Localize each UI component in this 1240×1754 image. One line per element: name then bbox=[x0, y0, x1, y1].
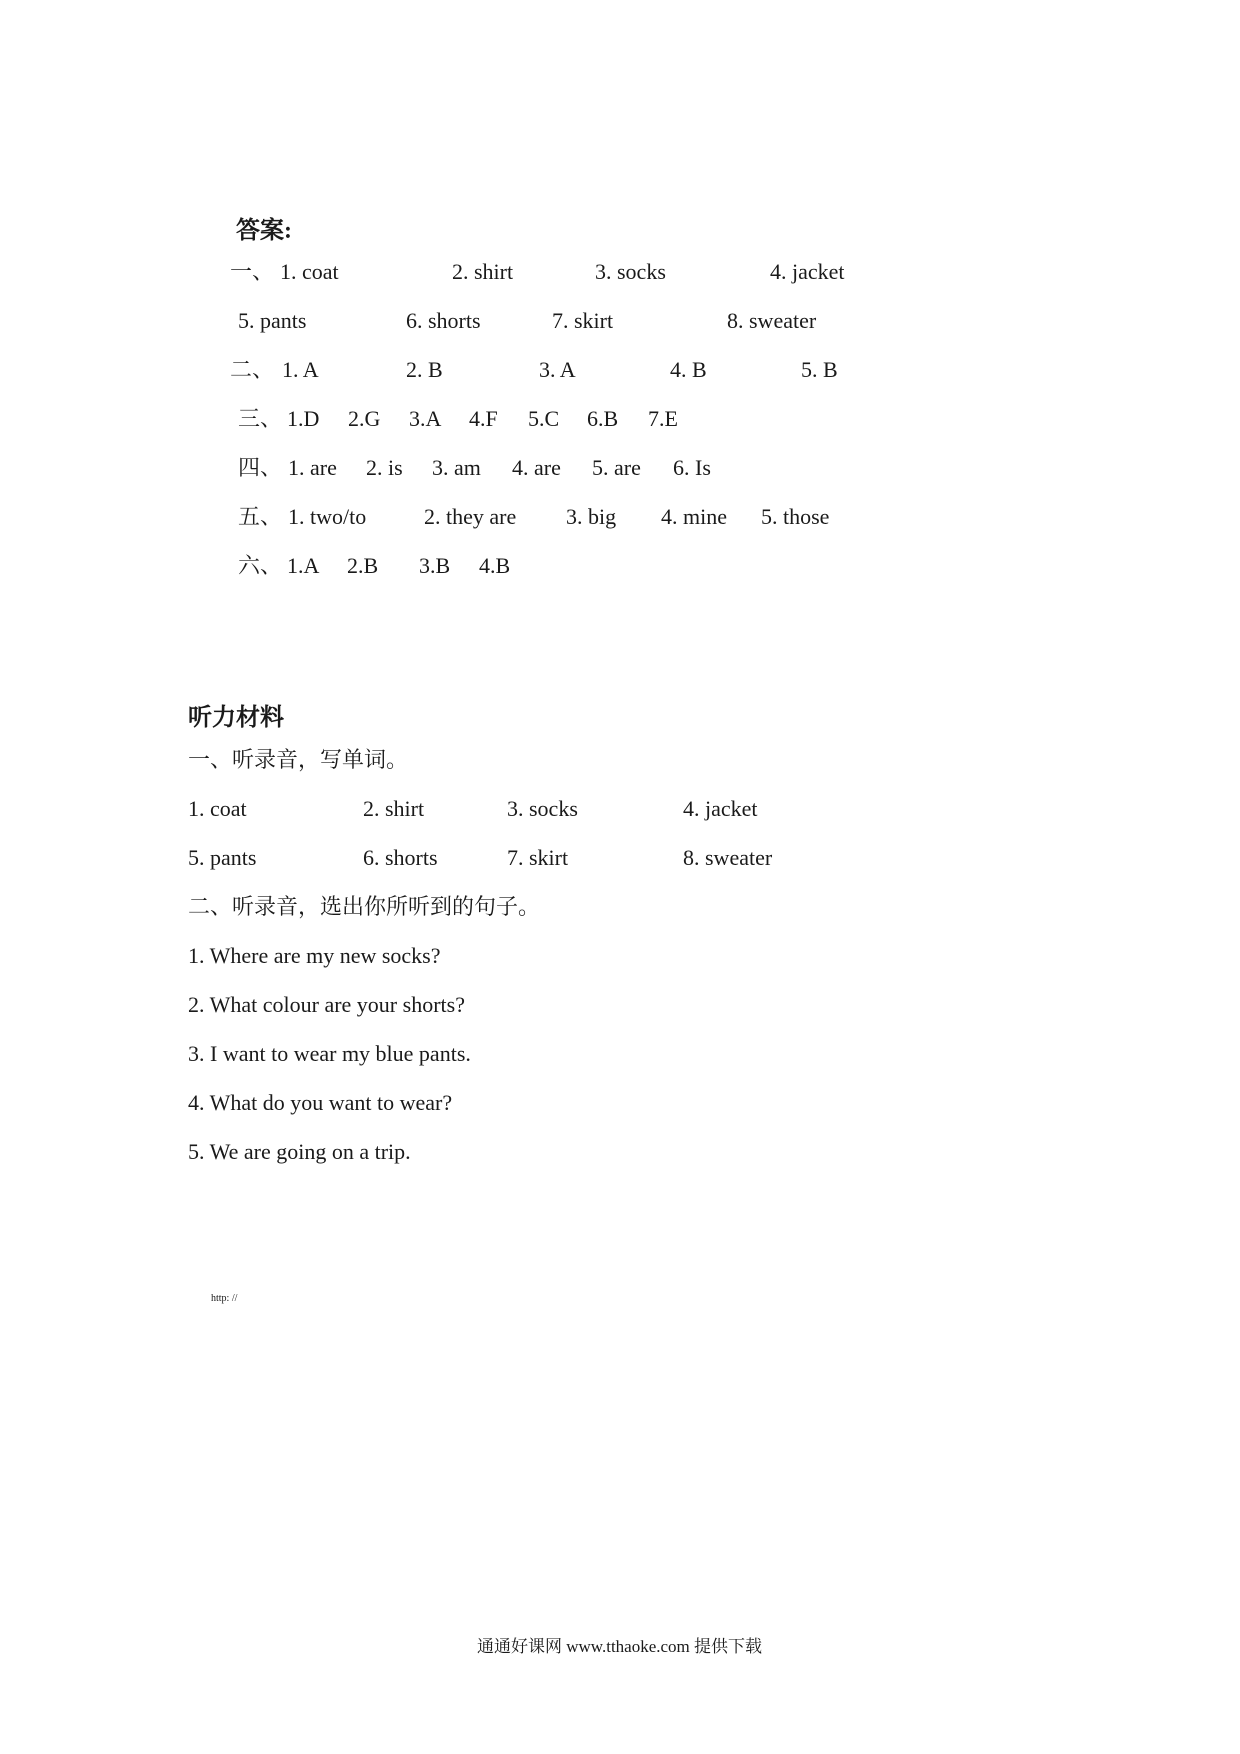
answer-item: 5. are bbox=[592, 455, 641, 480]
answer-item: 3. big bbox=[566, 504, 617, 529]
answer-item: 2.G bbox=[348, 406, 381, 431]
listening-sentence: 4. What do you want to wear? bbox=[188, 1090, 453, 1115]
answer-item: 4. jacket bbox=[770, 259, 845, 284]
listening-item: 5. pants bbox=[188, 845, 257, 870]
answers-s6-prefix: 六、 bbox=[238, 553, 283, 578]
answer-item: 2. is bbox=[366, 455, 403, 480]
answer-item: 5. B bbox=[801, 357, 838, 382]
listening-item: 1. coat bbox=[188, 796, 247, 821]
answer-item: 2. they are bbox=[424, 504, 517, 529]
listening-item: 8. sweater bbox=[683, 845, 773, 870]
answer-item: 1.A bbox=[287, 553, 320, 578]
listening-sentence: 1. Where are my new socks? bbox=[188, 943, 441, 968]
listening-item: 4. jacket bbox=[683, 796, 758, 821]
listening-part2-heading: 二、听录音，选出你所听到的句子。 bbox=[188, 894, 541, 919]
answer-item: 3. A bbox=[539, 357, 576, 382]
answer-item: 6. Is bbox=[673, 455, 711, 480]
listening-item: 7. skirt bbox=[507, 845, 569, 870]
listening-item: 6. shorts bbox=[363, 845, 438, 870]
listening-sentence: 5. We are going on a trip. bbox=[188, 1139, 411, 1164]
answer-item: 6.B bbox=[587, 406, 619, 431]
answer-item: 6. shorts bbox=[406, 308, 481, 333]
answer-item: 5. those bbox=[761, 504, 830, 529]
answer-item: 4.B bbox=[479, 553, 511, 578]
answer-item: 5. pants bbox=[238, 308, 307, 333]
answer-item: 3. socks bbox=[595, 259, 666, 284]
answer-item: 2. shirt bbox=[452, 259, 514, 284]
answer-item: 4. B bbox=[670, 357, 707, 382]
listening-sentence: 3. I want to wear my blue pants. bbox=[188, 1041, 471, 1066]
answers-s5-prefix: 五、 bbox=[238, 504, 283, 529]
answer-item: 7.E bbox=[648, 406, 678, 431]
answer-item: 2.B bbox=[347, 553, 379, 578]
answer-item: 4. are bbox=[512, 455, 561, 480]
footer-text: 通通好课网 www.tthaoke.com 提供下载 bbox=[477, 1637, 763, 1656]
answers-s3-prefix: 三、 bbox=[238, 406, 283, 431]
answer-item: 1. are bbox=[288, 455, 337, 480]
listening-item: 3. socks bbox=[507, 796, 578, 821]
listening-title: 听力材料 bbox=[188, 705, 284, 731]
listening-part1-heading: 一、听录音，写单词。 bbox=[188, 747, 409, 772]
answers-s4-prefix: 四、 bbox=[238, 455, 283, 480]
listening-item: 2. shirt bbox=[363, 796, 425, 821]
answer-item: 1.D bbox=[287, 406, 320, 431]
answer-item: 1. coat bbox=[280, 259, 339, 284]
answer-item: 1. two/to bbox=[288, 504, 367, 529]
answer-item: 3.A bbox=[409, 406, 442, 431]
answer-item: 3. am bbox=[432, 455, 481, 480]
answer-item: 1. A bbox=[282, 357, 319, 382]
answer-item: 4. mine bbox=[661, 504, 727, 529]
answer-item: 3.B bbox=[419, 553, 451, 578]
answer-item: 5.C bbox=[528, 406, 560, 431]
answers-s1-prefix: 一、 bbox=[230, 259, 275, 284]
answer-item: 4.F bbox=[469, 406, 498, 431]
answers-s2-prefix: 二、 bbox=[230, 357, 275, 382]
answer-item: 8. sweater bbox=[727, 308, 817, 333]
listening-sentence: 2. What colour are your shorts? bbox=[188, 992, 465, 1017]
answer-item: 7. skirt bbox=[552, 308, 614, 333]
answers-title: 答案: bbox=[236, 218, 292, 244]
url-fragment: http: // bbox=[211, 1293, 238, 1304]
answer-item: 2. B bbox=[406, 357, 443, 382]
